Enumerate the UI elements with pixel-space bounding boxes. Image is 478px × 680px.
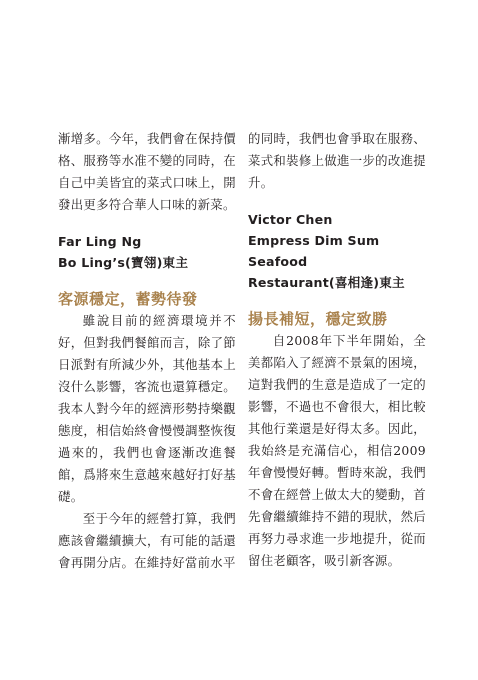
left-column: [58, 128, 236, 574]
right-column: [248, 128, 426, 572]
right-signature-line-2: Empress Dim Sum Seafood: [248, 233, 380, 269]
right-section-heading: 揚長補短，穩定致勝: [248, 310, 388, 328]
left-signature-name: Far Ling Ng: [58, 234, 142, 249]
right-signature-name: Victor Chen: [248, 212, 333, 227]
left-signature-title: Bo Ling’s(寶翎)東主: [58, 255, 189, 270]
left-paragraph-2: 雖說目前的經濟環境并不好，但對我們餐館而言，除了節日派對有所減少外，其他基本上沒什么影響，客流也還算穩定。我本人對今年的經濟形勢持樂觀態度，相信始終會慢慢調整恢復過來的，我們也會逐漸改進餐館，爲將來生意越來越好打好基礎。: [58, 313, 236, 504]
left-paragraph-1: 漸增多。今年，我們會在保持價格、服務等水准不變的同時，在自己中美皆宜的菜式口味上，開發出更多符合華人口味的新菜。: [58, 131, 236, 212]
left-section-heading: 客源穩定，蓄勢待發: [58, 290, 198, 308]
right-paragraph-2: 自2008年下半年開始，全美都陷入了經濟不景氣的困境，這對我們的生意是造成了一定的影響，不過也不會很大，相比較其他行業還是好得太多。因此，我始終是充滿信心，相信2009年會慢慢好轉。暫時來說，我們不會在經營上做太大的變動，首先會繼續維持不錯的現狀，然后再努力尋求進一步地提升，從而留住老顧客，吸引新客源。: [248, 333, 426, 568]
left-paragraph-3: 至于今年的經營打算，我們應該會繼續擴大，有可能的話還會再開分店。在維持好當前水平: [58, 511, 236, 570]
right-paragraph-1: 的同時，我們也會爭取在服務、菜式和裝修上做進一步的改進提升。: [248, 131, 426, 190]
right-signature-line-3: Restaurant(喜相逢)東主: [248, 275, 405, 290]
